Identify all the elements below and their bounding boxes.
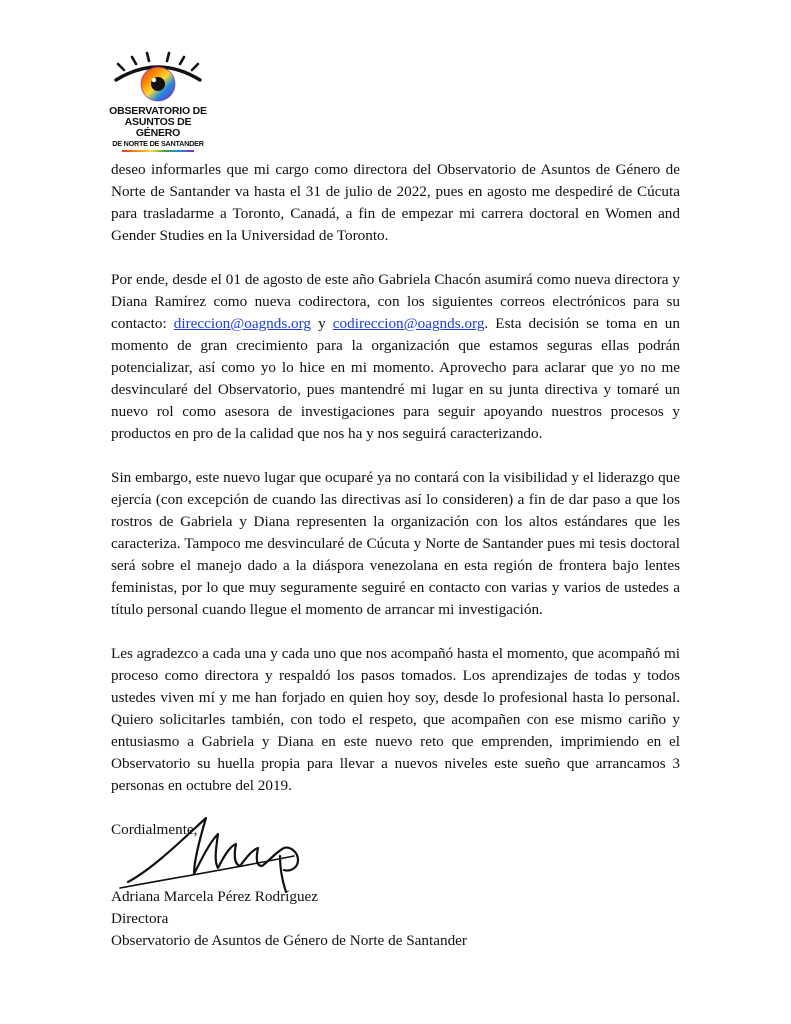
signer-role: Directora — [111, 910, 169, 927]
paragraph-2-text-a: Por ende, desde el 01 de agosto de este año Gabriela Chacón asumirá como nueva directora y Diana Ramírez como nueva codirectora, con los siguientes correos electrónicos para su contacto: — [111, 271, 680, 332]
paragraph-3: Sin embargo, este nuevo lugar que ocuparé ya no contará con la visibilidad y el liderazgo que ejercía (con excepción de cuando las directivas así lo consideren) a fin de dar paso a que los rostros de Gabriela y Diana representen la organización con los altos estándares que les caracteriza. Tampoco me desvincularé de Cúcuta y Norte de Santander pues mi tesis doctoral será sobre el manejo dado a la diáspora venezolana en esta región de frontera bajo lentes feministas, por lo que muy seguramente seguiré en contacto con varias y varios de ustedes a título personal cuando llegue el momento de arrancar mi investigación. — [111, 469, 680, 618]
eye-rainbow-icon — [108, 50, 208, 106]
email-link-direccion[interactable]: direccion@oagnds.org — [173, 315, 312, 332]
paragraph-4: Les agradezco a cada una y cada uno que nos acompañó hasta el momento, que acompañó mi proceso como directora y respaldó los pasos tomados. Los aprendizajes de todas y todos ustedes viven mí y me han forjado en quien hoy soy, desde lo profesional hasta lo personal. Quiero solicitarles también, con todo el respeto, que acompañen con ese mismo cariño y entusiasmo a Gabriela y Diana en este nuevo reto que emprenden, imprimiendo en el Observatorio su huella propia para llevar a nuevos niveles este sueño que arrancamos 3 personas en octubre del 2019. — [111, 645, 680, 794]
email-link-codireccion[interactable]: codireccion@oagnds.org — [332, 315, 485, 332]
logo-text-line3: DE NORTE DE SANTANDER — [112, 139, 204, 148]
signer-organization: Observatorio de Asuntos de Género de Norte de Santander — [111, 932, 467, 949]
logo-text-line1: OBSERVATORIO DE — [109, 105, 207, 117]
signer-name: Adriana Marcela Pérez Rodríguez — [111, 888, 319, 905]
handwritten-signature — [114, 808, 334, 898]
paragraph-2-text-b: y — [311, 315, 333, 332]
closing-salutation: Cordialmente, — [111, 821, 198, 838]
paragraph-1: deseo informarles que mi cargo como directora del Observatorio de Asuntos de Género de Norte de Santander va hasta el 31 de julio de 2022, pues en agosto me despediré de Cúcuta para trasladarme a Toronto, Canadá, a fin de empezar mi carrera doctoral en Women and Gender Studies en la Universidad de Toronto. — [111, 161, 680, 244]
logo-text-line2: ASUNTOS DE GÉNERO — [124, 116, 192, 139]
letter-body — [111, 159, 680, 841]
logo-rainbow-rule — [122, 150, 194, 152]
paragraph-2-text-c: . Esta decisión se toma en un momento de gran crecimiento para la organización que estamos seguras ellas podrán potencializar, así como yo lo hice en mi momento. Aprovecho para aclarar que yo no me desvincularé del Observatorio, pues mantendré mi lugar en su junta directiva y tomaré un nuevo rol como asesora de investigaciones para seguir apoyando nuestros procesos y productos en pro de la calidad que nos ha y nos seguirá caracterizando. — [111, 315, 680, 442]
signature-block — [111, 886, 467, 952]
organization-logo — [108, 50, 208, 152]
paragraph-2 — [111, 269, 680, 445]
